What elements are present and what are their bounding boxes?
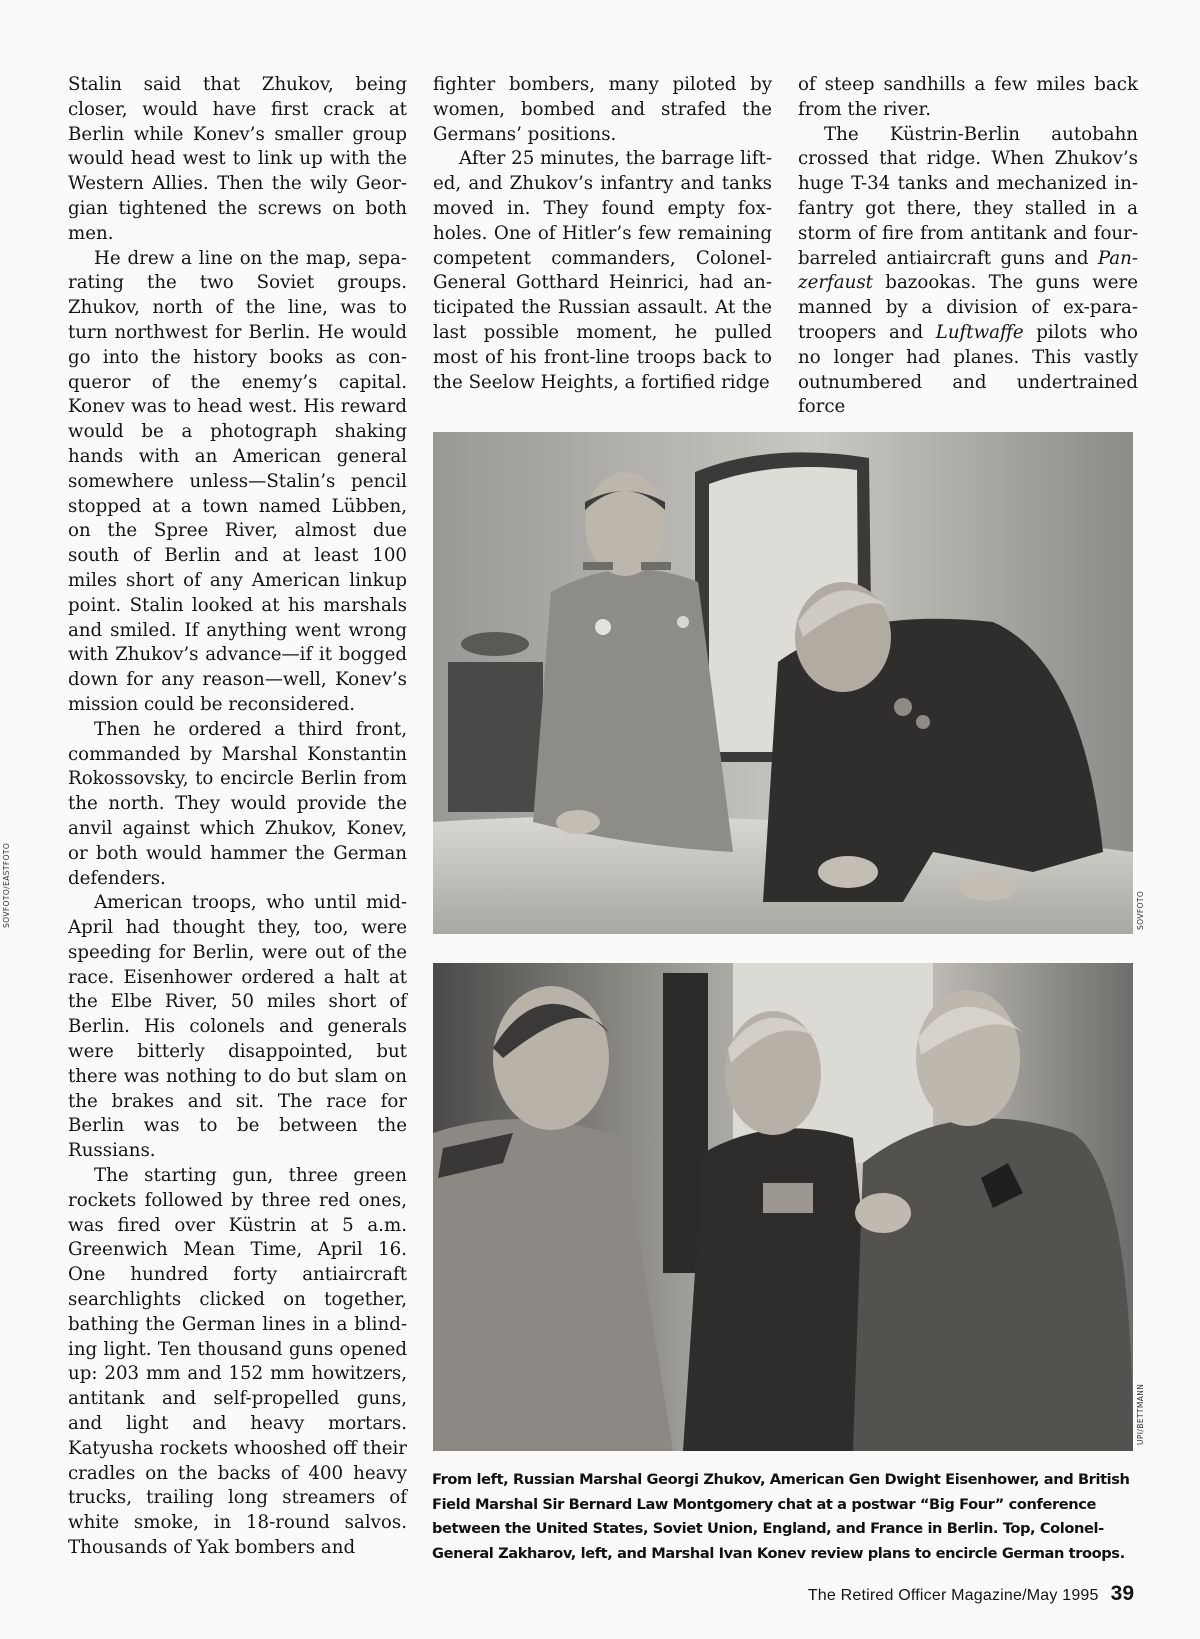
paragraph: Stalin said that Zhukov, being closer, would have first crack at Berlin while Konev’s smaller group would head west to link up with the Western Allies. Then the wily Georgian tightened the screws on both men. <box>68 74 407 244</box>
photo-illustration <box>433 432 1133 934</box>
article-column-1 <box>68 73 407 1561</box>
photo-credit-top: SOVFOTO <box>1136 890 1145 930</box>
page-footer <box>808 1582 1134 1606</box>
article-column-3 <box>798 73 1138 420</box>
paragraph: American troops, who until mid-April had thought they, too, were speeding for Berlin, were out of the race. Eisenhower ordered a halt at the Elbe River, 50 miles short of Berlin. His colonels and generals were bitterly disappointed, but there was nothing to do but slam on the brakes and sit. The race for Berlin was to be between the Russians. <box>68 892 407 1162</box>
paragraph: After 25 minutes, the barrage lifted, and Zhukov’s infantry and tanks moved in. They found empty foxholes. One of Hitler’s few remaining competent commanders, Colonel-General Gotthard Heinrici, had anticipated the Russian assault. At the last possible moment, he pulled most of his front-line troops back to the Seelow Heights, a fortified ridge <box>433 148 772 393</box>
photo-illustration <box>433 963 1133 1451</box>
photo-zhukov-eisenhower-montgomery <box>433 963 1133 1451</box>
photo-credit-bottom: UPI/BETTMANN <box>1136 1383 1145 1445</box>
publication-name: The Retired Officer Magazine/May 1995 <box>807 1587 1099 1604</box>
paragraph: fighter bombers, many piloted by women, bombed and strafed the Germans’ positions. <box>433 74 772 145</box>
article-column-2 <box>433 73 772 395</box>
paragraph: The starting gun, three green rockets followed by three red ones, was fired over Küstrin at 5 a.m. Greenwich Mean Time, April 16. One hundred forty antiaircraft searchlights clicked on together, bathing the German lines in a blinding light. Ten thousand guns opened up: 203 mm and 152 mm howitzers, antitank and self-propelled guns, and light and heavy mortars. Katyusha rockets whooshed off their cradles on the backs of 400 heavy trucks, trailing long streamers of white smoke, in 18-round salvos. Thousands of Yak bombers and <box>68 1165 407 1559</box>
paragraph: of steep sandhills a few miles back from the river. <box>798 74 1138 120</box>
paragraph: He drew a line on the map, separating the two Soviet groups. Zhukov, north of the line, was to turn northwest for Berlin. He would go into the history books as conqueror of the enemy’s capital. Konev was to head west. His reward would be a photograph shaking hands with an American general somewhere unless—Stalin’s pencil stopped at a town named Lübben, on the Spree River, almost due south of Berlin and at least 100 miles short of any American linkup point. Stalin looked at his marshals and smiled. If anything went wrong with Zhukov’s advance—if it bogged down for any reason—well, Konev’s mission could be reconsidered. <box>68 247 407 715</box>
paragraph: The Küstrin-Berlin autobahn crossed that ridge. When Zhukov’s huge T-34 tanks and mechanized infantry got there, they stalled in a storm of fire from antitank and four-barreled antiaircraft guns and Panzerfaust bazookas. The guns were manned by a division of ex-paratroopers and Luftwaffe pilots who no longer had planes. This vastly outnumbered and undertrained force <box>798 123 1138 418</box>
photo-zakharov-konev <box>433 432 1133 934</box>
page-number: 39 <box>1110 1582 1134 1605</box>
paragraph: Then he ordered a third front, commanded by Marshal Konstantin Rokossovsky, to encircle Berlin from the north. They would provide the anvil against which Zhukov, Konev, or both would hammer the German defenders. <box>68 718 407 889</box>
photo-credit-left: SOVFOTO/EASTFOTO <box>2 842 11 928</box>
photo-caption: From left, Russian Marshal Georgi Zhukov, American Gen Dwight Eisenhower, and British Field Marshal Sir Bernard Law Montgomery chat at a postwar “Big Four” conference between the United States, Soviet Union, England, and France in Berlin. Top, Colonel-General Zakharov, left, and Marshal Ivan Konev review plans to encircle German troops. <box>432 1471 1130 1562</box>
